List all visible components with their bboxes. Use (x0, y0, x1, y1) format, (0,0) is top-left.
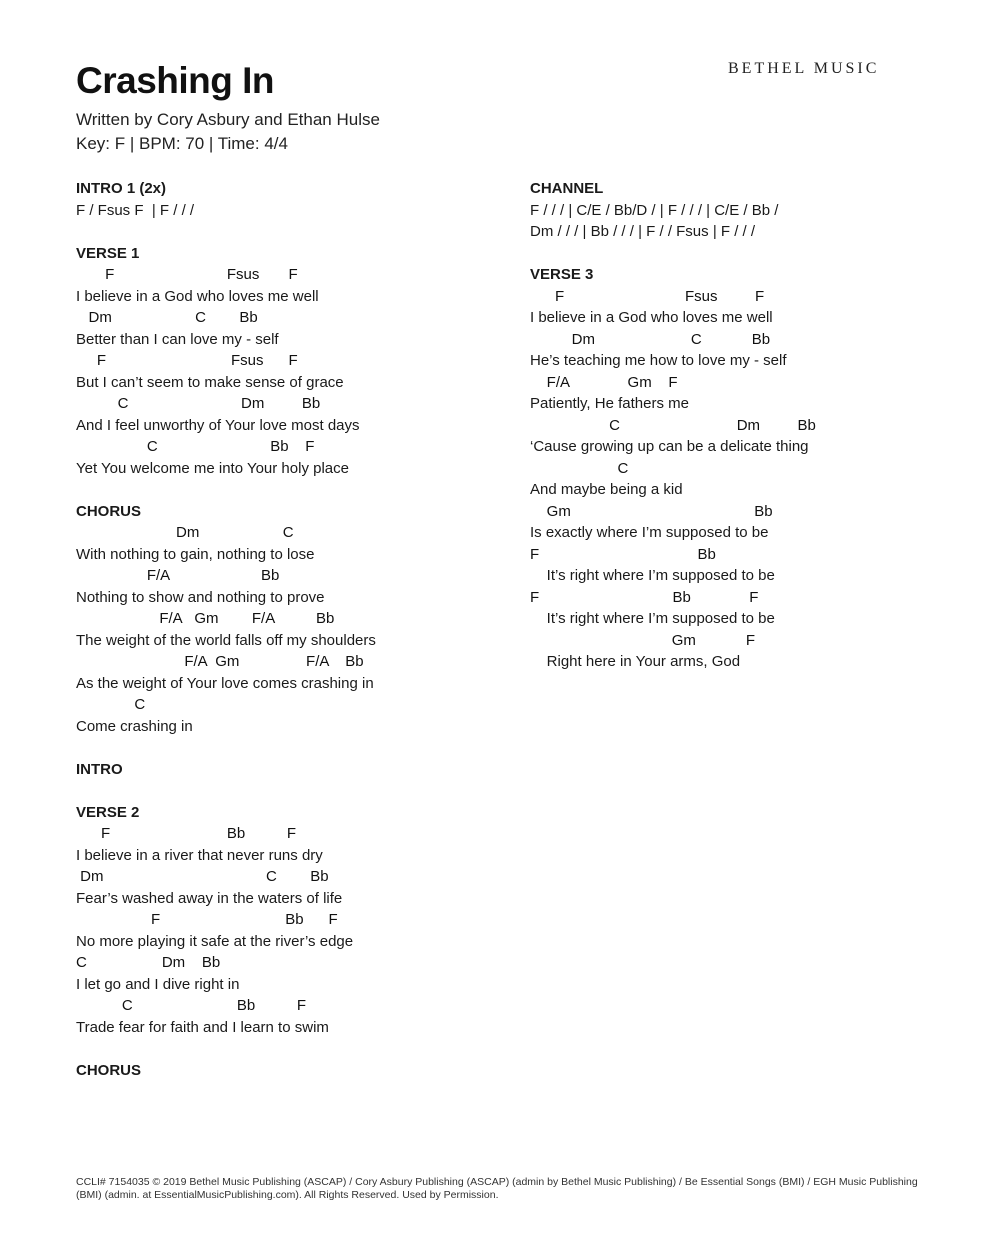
spacer (76, 737, 516, 759)
section-heading: CHANNEL (530, 180, 604, 197)
song-key-info: Key: F | BPM: 70 | Time: 4/4 (76, 134, 288, 153)
lyric-line: F / Fsus F | F / / / (76, 201, 195, 219)
lyric-line: It’s right where I’m supposed to be (530, 567, 775, 584)
chord-line: Dm C Bb (530, 330, 771, 348)
brand-logo: BETHEL MUSIC (728, 60, 880, 77)
chord-line: F/A Gm F (530, 373, 678, 391)
lyric-line: As the weight of Your love comes crashing in (76, 674, 374, 692)
lyric-line: With nothing to gain, nothing to lose (76, 545, 315, 563)
lyric-line: It’s right where I’m supposed to be (530, 610, 775, 627)
chord-line: C Bb F (76, 997, 307, 1014)
lyric-line: Patiently, He fathers me (530, 395, 689, 412)
spacer (76, 780, 516, 802)
lyric-line: No more playing it safe at the river’s edge (76, 932, 354, 950)
chord-line: F Bb (530, 545, 716, 563)
lyric-line: Better than I can love my - self (76, 330, 279, 348)
left-column (76, 178, 516, 1081)
section-heading: VERSE 3 (530, 266, 594, 283)
section-heading: INTRO 1 (2x) (76, 180, 167, 197)
chord-line: F Fsus F (76, 352, 298, 369)
chord-line: Gm F (530, 631, 756, 649)
spacer (76, 221, 516, 243)
song-credits: Written by Cory Asbury and Ethan Hulse (76, 110, 380, 129)
lyric-line: The weight of the world falls off my shoulders (76, 631, 376, 649)
lyric-line: And maybe being a kid (530, 481, 683, 498)
chord-line: F Bb F (76, 825, 297, 842)
chord-line: F/A Gm F/A Bb (76, 653, 364, 670)
lyric-line: Is exactly where I’m supposed to be (530, 524, 769, 541)
spacer (76, 479, 516, 501)
chord-line: F Bb F (76, 911, 338, 928)
lyric-line: I believe in a God who loves me well (76, 287, 319, 305)
lyric-line: Come crashing in (76, 717, 193, 735)
lyric-line: But I can’t seem to make sense of grace (76, 373, 344, 391)
section-heading: CHORUS (76, 502, 142, 520)
chord-line: F Fsus F (76, 266, 298, 283)
chord-line: Dm C Bb (76, 868, 329, 885)
lyric-line: I believe in a God who loves me well (530, 309, 773, 326)
section-heading: CHORUS (76, 1061, 142, 1079)
spacer (76, 1038, 516, 1060)
lyric-line: Dm / / / | Bb / / / | F / / Fsus | F / / / (530, 223, 756, 240)
chord-line: F Fsus F (530, 287, 765, 305)
lyric-line: Right here in Your arms, God (530, 653, 741, 670)
lyric-line: And I feel unworthy of Your love most days (76, 416, 360, 434)
chord-line: F Bb F (530, 588, 759, 606)
lyric-line: F / / / | C/E / Bb/D / | F / / / | C/E / Bb / (530, 201, 779, 219)
lyric-line: Trade fear for faith and I learn to swim (76, 1018, 329, 1036)
chord-line: C (76, 696, 146, 713)
section-heading: VERSE 1 (76, 244, 140, 262)
chord-line: C Dm Bb (76, 395, 321, 412)
lyric-line: ‘Cause growing up can be a delicate thing (530, 438, 809, 455)
chord-line: F/A Bb (76, 567, 280, 584)
section-heading: VERSE 2 (76, 803, 140, 821)
spacer (530, 243, 970, 265)
song-title: Crashing In (76, 60, 275, 101)
copyright-footer: CCLI# 7154035 © 2019 Bethel Music Publishing (ASCAP) / Cory Asbury Publishing (ASCAP) (admin by Bethel Music Publishing) / Be Essential Songs (BMI) / EGH Music Publishing (BMI) (admin. at EssentialMusicPublishing.com). All Rights Reserved. Used by Permission. (76, 1176, 918, 1201)
section-heading: INTRO (76, 760, 123, 778)
lyric-line: Fear’s washed away in the waters of life (76, 889, 343, 907)
chord-line: C Bb F (76, 438, 315, 455)
lyric-line: I let go and I dive right in (76, 975, 240, 993)
chord-line: Dm C Bb (76, 309, 258, 326)
chord-line: C Dm Bb (530, 416, 816, 434)
chord-line: Dm C (76, 524, 294, 541)
chord-line: Gm Bb (530, 502, 773, 520)
lyric-line: I believe in a river that never runs dry (76, 846, 323, 864)
chord-line: F/A Gm F/A Bb (76, 610, 335, 627)
chord-line: C (530, 459, 629, 477)
chord-line: C Dm Bb (76, 954, 221, 971)
lyric-line: Yet You welcome me into Your holy place (76, 459, 349, 477)
lyric-line: He’s teaching me how to love my - self (530, 352, 787, 369)
right-column (530, 178, 970, 673)
lyric-line: Nothing to show and nothing to prove (76, 588, 325, 606)
